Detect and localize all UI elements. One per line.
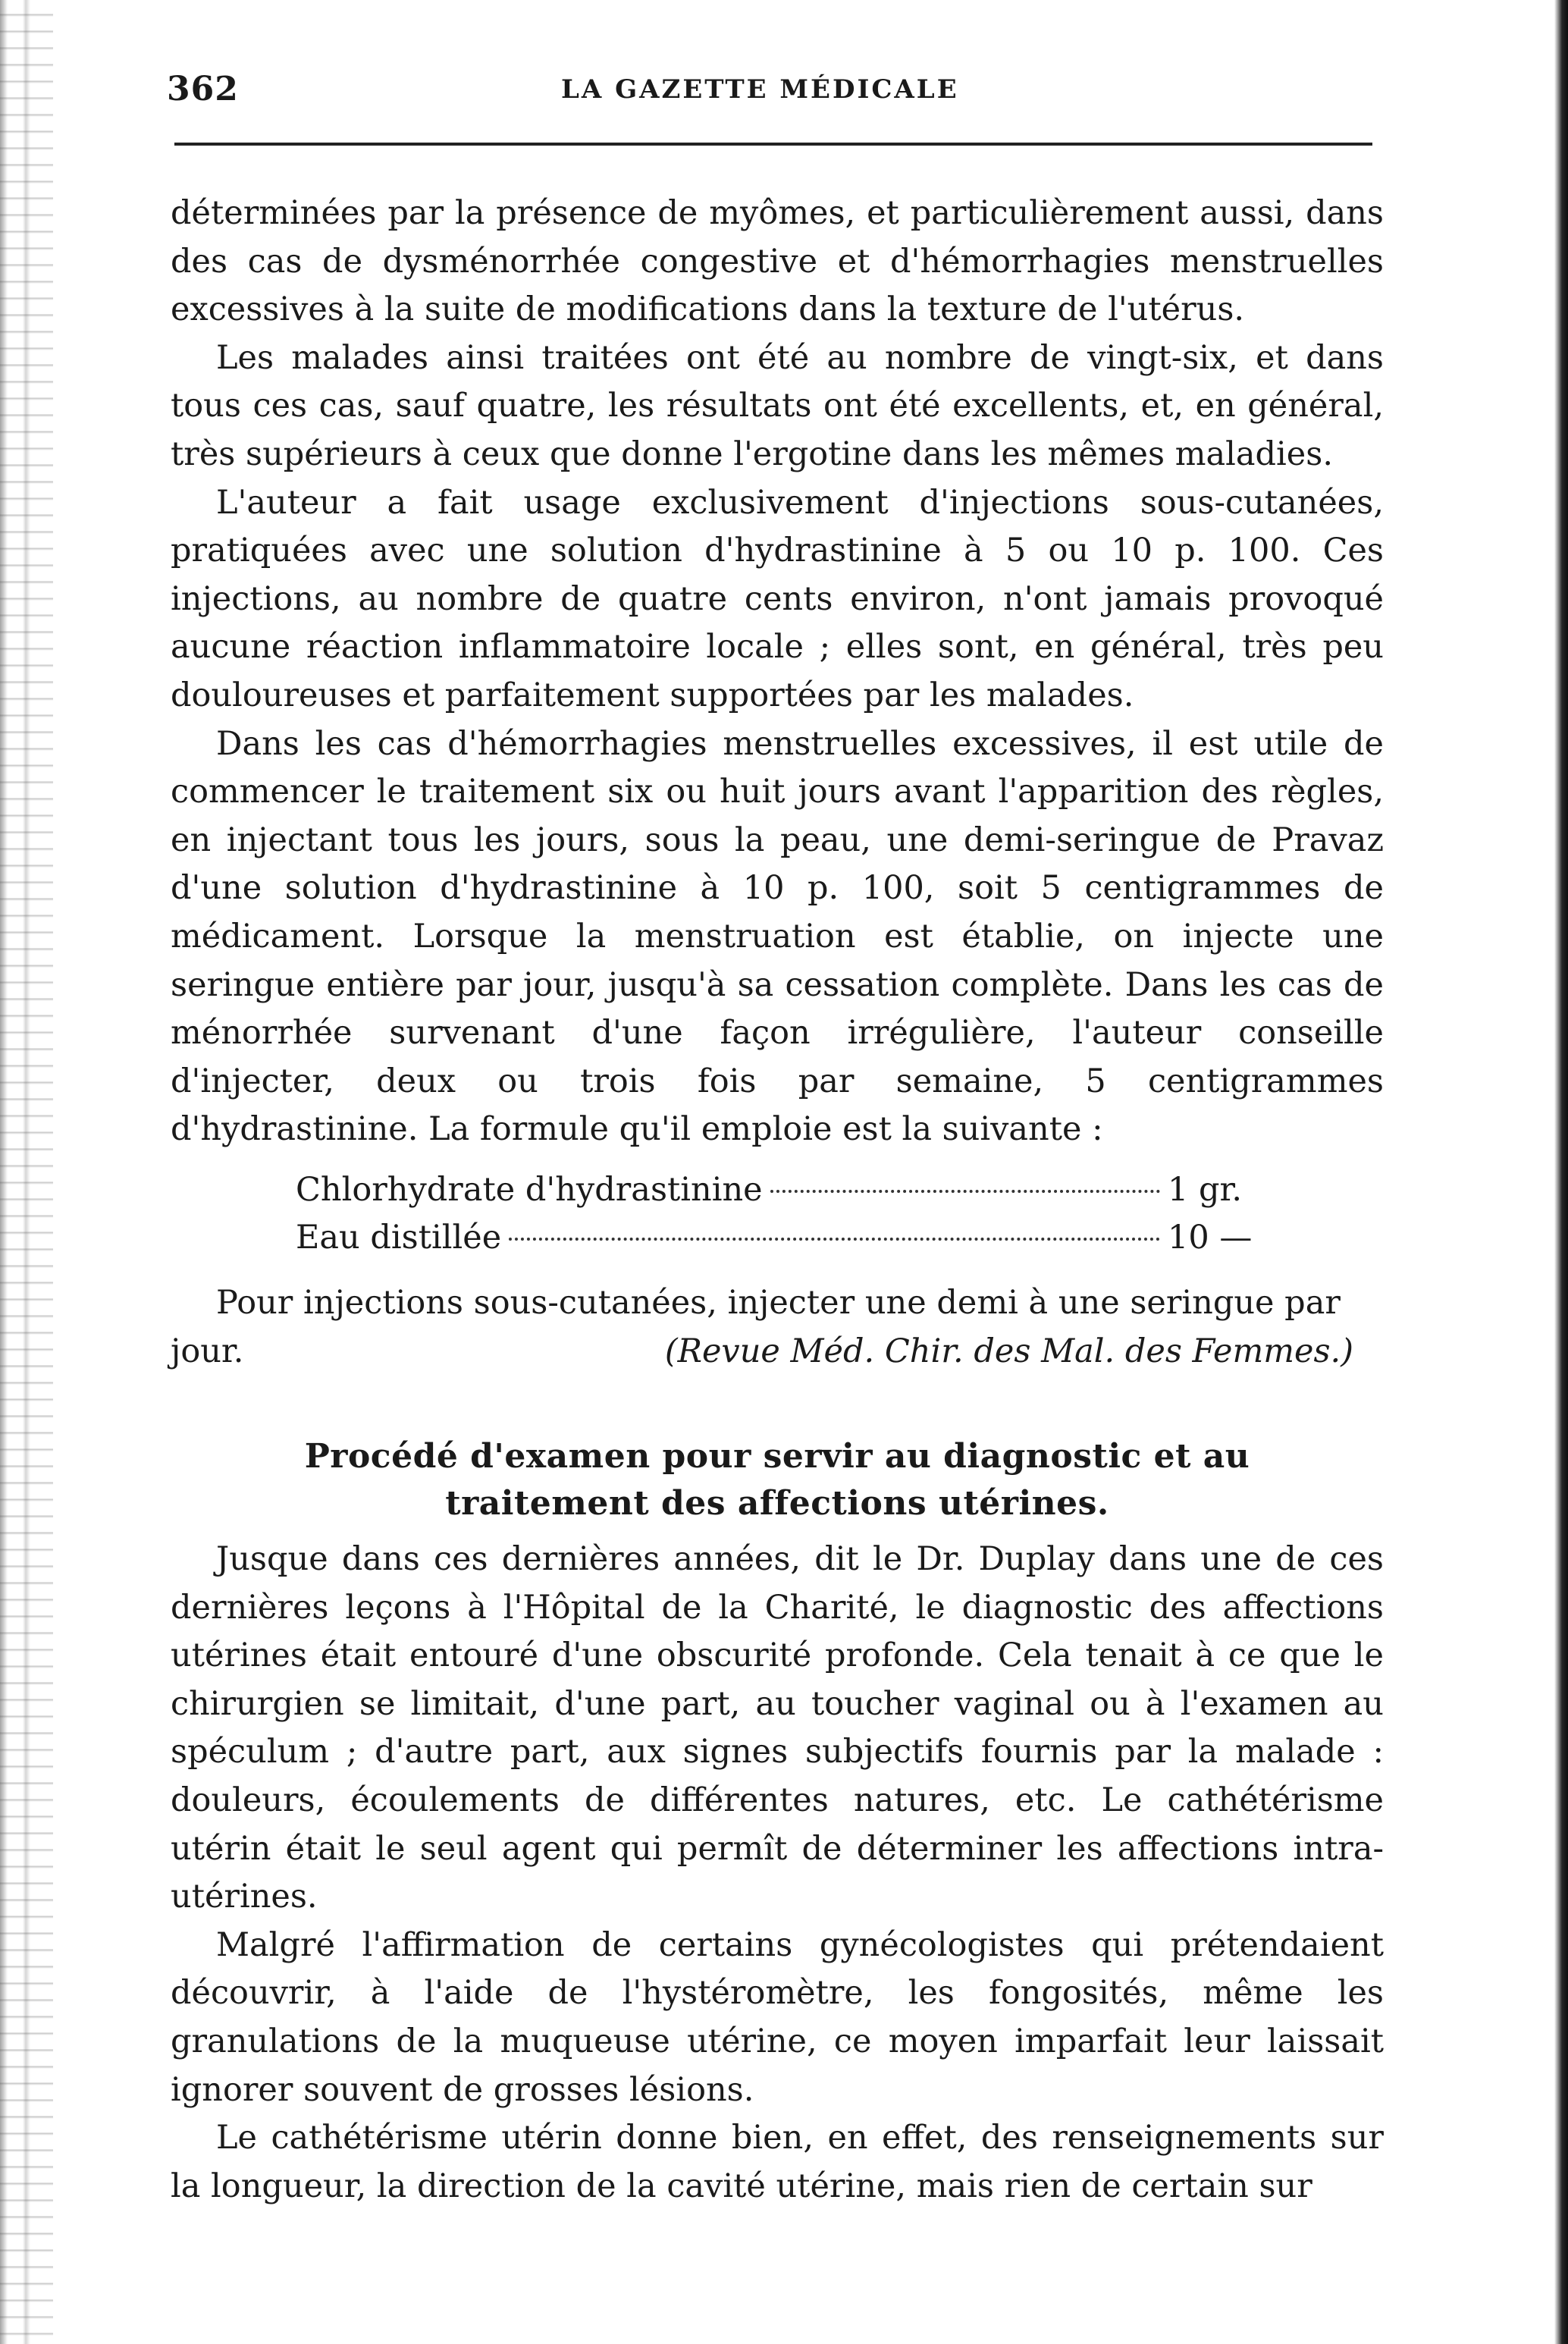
formula-row (296, 1166, 1281, 1214)
formula-ingredient: Eau distillée (296, 1219, 502, 1257)
section-body (171, 1536, 1384, 2211)
paragraph-hysterometer: Malgré l'affirmation de certains gynécologistes qui prétendaient découvrir, à l'aide de l'hystéromètre, les fongosités, même les granulations de la muqueuse utérine, ce moyen imparfait leur laissait ignorer souvent de grosses lésions. (171, 1925, 1384, 2109)
paragraph-continued: déterminées par la présence de myômes, et particulièrement aussi, dans des cas de dysménorrhée congestive et d'hémorrhagies menstruelles excessives à la suite de modifications dans la texture de l'utérus. (171, 194, 1384, 329)
paragraph-dosage: Dans les cas d'hémorrhagies menstruelles excessives, il est utile de commencer le traitement six ou huit jours avant l'apparition des règles, en injectant tous les jours, sous la peau, une demi-seringue de Pravaz d'une solution d'hydrastinine à 10 p. 100, soit 5 centigrammes de médicament. Lorsque la menstruation est établie, on injecte une seringue entière par jour, jusqu'à sa cessation complète. Dans les cas de ménorrhée survenant d'une façon irrégulière, l'auteur conseille d'injecter, deux ou trois fois par semaine, 5 centigrammes d'hydrastinine. La formule qu'il emploie est la suivante : (171, 724, 1384, 1149)
section-heading-line2: traitement des affections utérines. (445, 1484, 1109, 1523)
formula-ingredient: Chlorhydrate d'hydrastinine (296, 1171, 763, 1209)
formula-quantity: 1 gr. (1168, 1171, 1243, 1209)
paragraph-catheterism: Le cathétérisme utérin donne bien, en effet, des renseignements sur la longueur, la direction de la cavité utérine, mais rien de certain sur (171, 2119, 1384, 2205)
page-header (167, 70, 1380, 115)
dot-leader (509, 1238, 1160, 1241)
paragraph-injections: L'auteur a fait usage exclusivement d'injections sous-cutanées, pratiquées avec une solution d'hydrastinine à 5 ou 10 p. 100. Ces injections, au nombre de quatre cents environ, n'ont jamais provoqué aucune réaction inflammatoire locale ; elles sont, en général, très peu douloureuses et parfaitement supportées par les malades. (171, 483, 1384, 714)
formula-quantity: 10 — (1168, 1219, 1253, 1257)
page-number: 362 (167, 70, 239, 108)
right-edge-shadow (1554, 0, 1568, 2344)
paragraph-results: Les malades ainsi traitées ont été au nombre de vingt-six, et dans tous ces cas, sauf quatre, les résultats ont été excellents, et, en général, très supérieurs à ceux que donne l'ergotine dans les mêmes maladies. (171, 338, 1384, 473)
binding-edge-shadow (0, 0, 53, 2344)
paragraph-diagnostic: Jusque dans ces dernières années, dit le Dr. Duplay dans une de ces dernières leçons à l'Hôpital de la Charité, le diagnostic des affections utérines était entouré d'une obscurité profonde. Cela tenait à ce que le chirurgien se limitait, d'une part, au toucher vaginal ou à l'examen au spéculum ; d'autre part, aux signes subjectifs fournis par la malade : douleurs, écoulements de différentes natures, etc. Le cathétérisme utérin était le seul agent qui permît de déterminer les affections intra-utérines. (171, 1540, 1384, 1916)
article-body-top (171, 190, 1384, 1154)
instruction-end-line (171, 1328, 1384, 1376)
section-heading-line1: Procédé d'examen pour servir au diagnostic et au (304, 1437, 1250, 1476)
dot-leader (770, 1190, 1160, 1193)
section-heading (171, 1433, 1384, 1527)
citation-source: (Revue Méd. Chir. des Mal. des Femmes.) (664, 1332, 1353, 1370)
instruction-last-word: jour. (171, 1332, 244, 1370)
header-rule (174, 143, 1372, 146)
running-head: LA GAZETTE MÉDICALE (561, 74, 959, 105)
injection-instruction: Pour injections sous-cutanées, injecter une demi à une seringue par (216, 1284, 1341, 1322)
formula-row (296, 1214, 1281, 1262)
after-formula-text (171, 1279, 1384, 1376)
prescription-formula (296, 1166, 1281, 1262)
